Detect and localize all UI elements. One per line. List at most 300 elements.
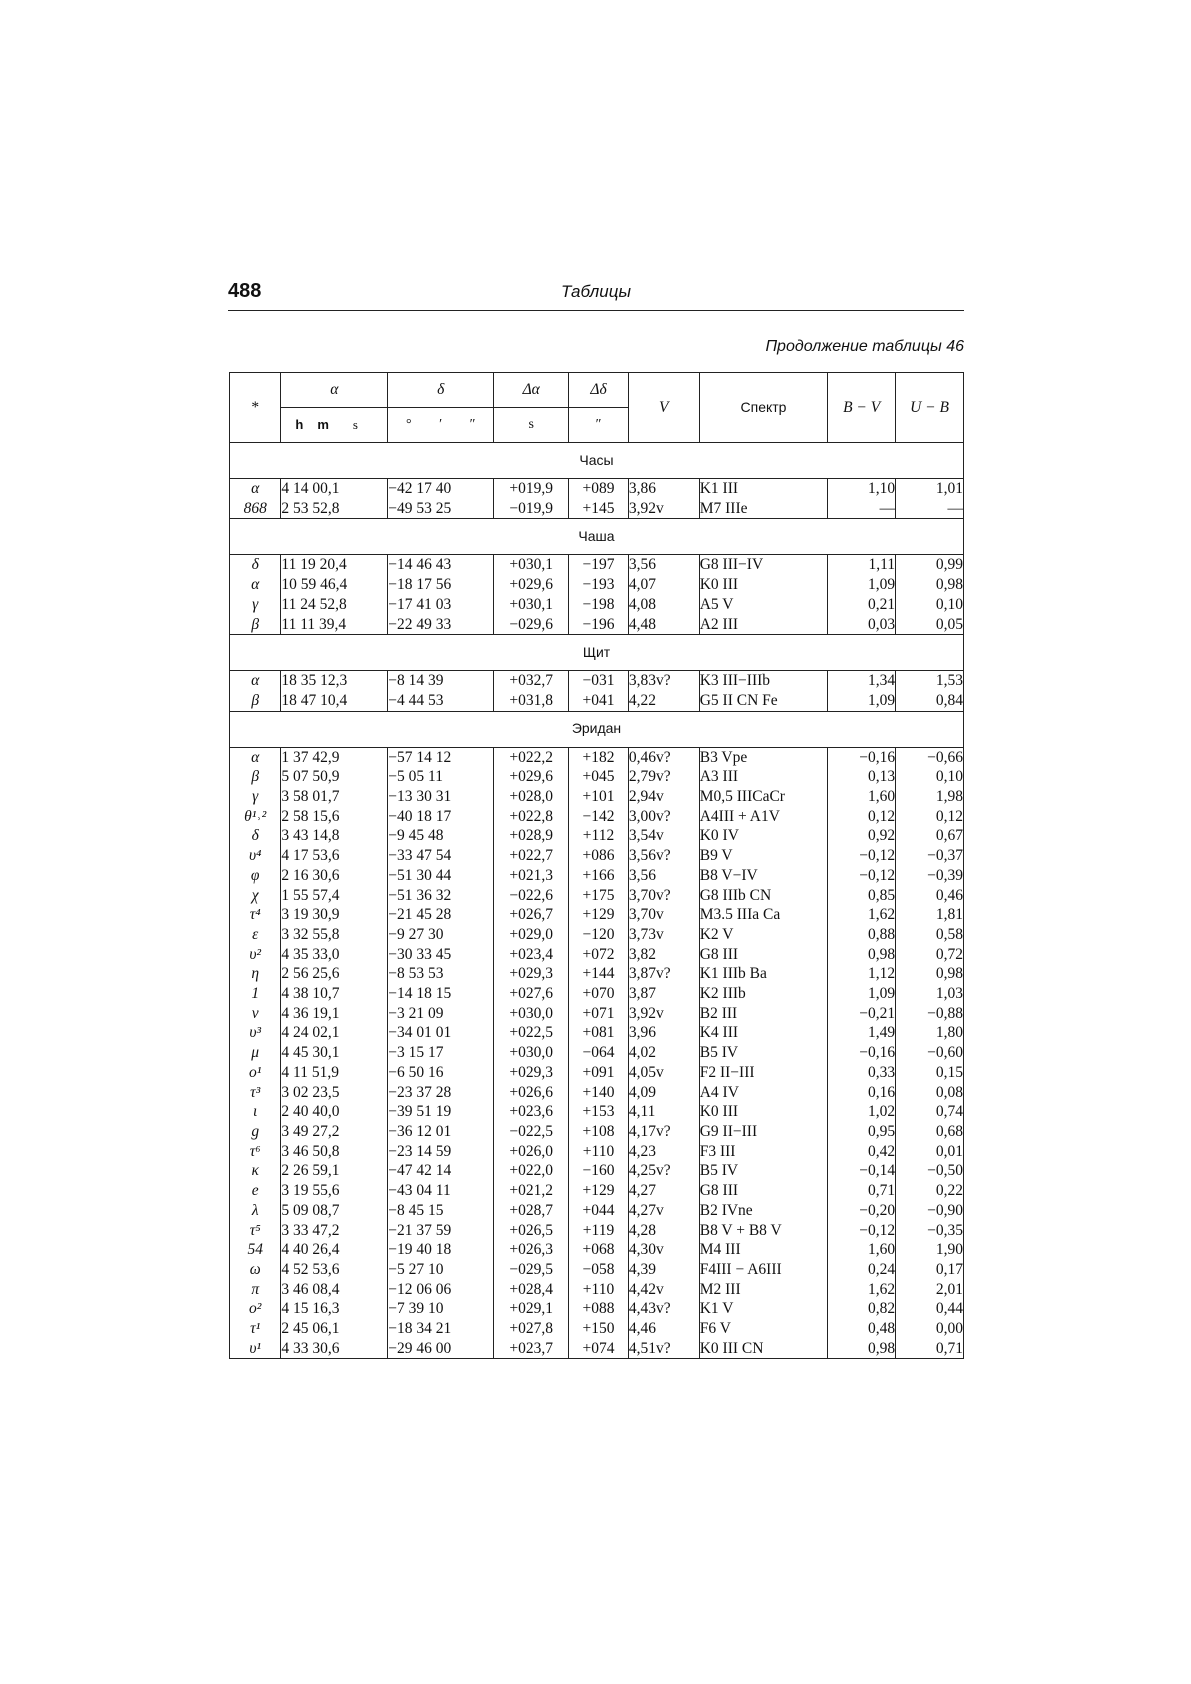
d-alpha-value: +022,5 <box>494 1023 569 1043</box>
unit-s: s <box>352 417 358 433</box>
d-delta-value: −197 <box>569 555 629 575</box>
u-b-index: 1,80 <box>896 1023 964 1043</box>
u-b-index: 0,17 <box>896 1260 964 1280</box>
table-row <box>230 1299 964 1319</box>
star-designation: υ¹ <box>230 1339 281 1359</box>
d-delta-value: +150 <box>569 1319 629 1339</box>
star-designation: τ⁴ <box>230 905 281 925</box>
spectral-type: K1 III <box>699 479 828 499</box>
right-ascension: 2 26 59,1 <box>281 1161 388 1181</box>
table-row <box>230 866 964 886</box>
d-alpha-value: +021,2 <box>494 1181 569 1201</box>
star-designation: η <box>230 964 281 984</box>
spectral-type: B2 IVne <box>699 1201 828 1221</box>
star-designation: g <box>230 1122 281 1142</box>
table-row <box>230 1023 964 1043</box>
u-b-index: −0,60 <box>896 1043 964 1063</box>
table-row <box>230 945 964 965</box>
u-b-index: −0,37 <box>896 846 964 866</box>
b-v-index: 1,10 <box>828 479 896 499</box>
right-ascension: 2 53 52,8 <box>281 499 388 519</box>
declination: −21 37 59 <box>388 1221 494 1241</box>
right-ascension: 4 11 51,9 <box>281 1063 388 1083</box>
d-delta-value: +081 <box>569 1023 629 1043</box>
d-delta-value: +071 <box>569 1004 629 1024</box>
b-v-index: 1,60 <box>828 1240 896 1260</box>
d-delta-value: −193 <box>569 575 629 595</box>
star-designation: γ <box>230 595 281 615</box>
d-alpha-value: +029,3 <box>494 1063 569 1083</box>
d-alpha-value: +029,6 <box>494 575 569 595</box>
magnitude: 4,46 <box>628 1319 699 1339</box>
d-delta-value: +072 <box>569 945 629 965</box>
magnitude: 3,87 <box>628 984 699 1004</box>
star-designation: ε <box>230 925 281 945</box>
b-v-index: −0,16 <box>828 1043 896 1063</box>
d-alpha-value: +030,1 <box>494 555 569 575</box>
table-row <box>230 984 964 1004</box>
b-v-index: 0,98 <box>828 1339 896 1359</box>
table-row <box>230 555 964 575</box>
star-designation: α <box>230 747 281 767</box>
d-delta-value: +088 <box>569 1299 629 1319</box>
star-designation: υ⁴ <box>230 846 281 866</box>
table-row <box>230 691 964 711</box>
right-ascension: 4 36 19,1 <box>281 1004 388 1024</box>
magnitude: 4,09 <box>628 1083 699 1103</box>
d-delta-value: +101 <box>569 787 629 807</box>
magnitude: 3,00v? <box>628 807 699 827</box>
table-row <box>230 1339 964 1359</box>
star-designation: e <box>230 1181 281 1201</box>
u-b-index: −0,39 <box>896 866 964 886</box>
star-designation: δ <box>230 826 281 846</box>
declination: −5 05 11 <box>388 767 494 787</box>
b-v-index: 0,95 <box>828 1122 896 1142</box>
right-ascension: 3 02 23,5 <box>281 1083 388 1103</box>
right-ascension: 4 38 10,7 <box>281 984 388 1004</box>
col-star: * <box>230 373 281 443</box>
d-delta-value: −196 <box>569 615 629 635</box>
spectral-type: G8 III <box>699 1181 828 1201</box>
declination: −29 46 00 <box>388 1339 494 1359</box>
u-b-index: 2,01 <box>896 1280 964 1300</box>
star-designation: π <box>230 1280 281 1300</box>
running-title: Таблицы <box>561 282 631 301</box>
b-v-index: 0,21 <box>828 595 896 615</box>
b-v-index: −0,14 <box>828 1161 896 1181</box>
u-b-index: 0,01 <box>896 1142 964 1162</box>
magnitude: 2,79v? <box>628 767 699 787</box>
right-ascension: 3 46 08,4 <box>281 1280 388 1300</box>
right-ascension: 2 58 15,6 <box>281 807 388 827</box>
table-row <box>230 1319 964 1339</box>
table-row <box>230 1221 964 1241</box>
b-v-index: 1,60 <box>828 787 896 807</box>
unit-h: h <box>295 417 304 433</box>
d-alpha-value: +029,0 <box>494 925 569 945</box>
d-alpha-value: +028,7 <box>494 1201 569 1221</box>
table-row <box>230 595 964 615</box>
d-alpha-value: −029,5 <box>494 1260 569 1280</box>
table-row <box>230 1083 964 1103</box>
u-b-index: 0,71 <box>896 1339 964 1359</box>
magnitude: 0,46v? <box>628 747 699 767</box>
table-row <box>230 787 964 807</box>
unit-m: m <box>317 417 329 433</box>
star-designation: 1 <box>230 984 281 1004</box>
table-row <box>230 1043 964 1063</box>
star-designation: χ <box>230 886 281 906</box>
u-b-index: 0,99 <box>896 555 964 575</box>
spectral-type: A5 V <box>699 595 828 615</box>
magnitude: 4,51v? <box>628 1339 699 1359</box>
u-b-index: 1,01 <box>896 479 964 499</box>
spectral-type: B5 IV <box>699 1161 828 1181</box>
right-ascension: 3 32 55,8 <box>281 925 388 945</box>
constellation-name: Часы <box>230 443 964 479</box>
u-b-index: −0,90 <box>896 1201 964 1221</box>
declination: −18 34 21 <box>388 1319 494 1339</box>
d-alpha-value: +029,6 <box>494 767 569 787</box>
table-row <box>230 615 964 635</box>
star-designation: ω <box>230 1260 281 1280</box>
spectral-type: G8 III <box>699 945 828 965</box>
table-row <box>230 1201 964 1221</box>
u-b-index: −0,35 <box>896 1221 964 1241</box>
spectral-type: K2 IIIb <box>699 984 828 1004</box>
table-row <box>230 575 964 595</box>
declination: −23 14 59 <box>388 1142 494 1162</box>
d-alpha-value: +026,5 <box>494 1221 569 1241</box>
star-designation: 54 <box>230 1240 281 1260</box>
magnitude: 4,48 <box>628 615 699 635</box>
u-b-index: 0,00 <box>896 1319 964 1339</box>
u-b-index: 0,68 <box>896 1122 964 1142</box>
right-ascension: 4 40 26,4 <box>281 1240 388 1260</box>
col-delta: δ <box>388 373 494 408</box>
right-ascension: 4 14 00,1 <box>281 479 388 499</box>
right-ascension: 5 09 08,7 <box>281 1201 388 1221</box>
u-b-index: 1,98 <box>896 787 964 807</box>
spectral-type: K1 IIIb Ba <box>699 964 828 984</box>
star-designation: ν <box>230 1004 281 1024</box>
d-delta-value: +145 <box>569 499 629 519</box>
b-v-index: 1,02 <box>828 1102 896 1122</box>
magnitude: 3,96 <box>628 1023 699 1043</box>
b-v-index: 0,92 <box>828 826 896 846</box>
b-v-index: 1,12 <box>828 964 896 984</box>
spectral-type: M4 III <box>699 1240 828 1260</box>
right-ascension: 3 58 01,7 <box>281 787 388 807</box>
d-delta-value: +175 <box>569 886 629 906</box>
right-ascension: 3 49 27,2 <box>281 1122 388 1142</box>
d-alpha-value: +028,4 <box>494 1280 569 1300</box>
spectral-type: B8 V−IV <box>699 866 828 886</box>
d-delta-value: +110 <box>569 1142 629 1162</box>
col-d-delta: Δδ <box>569 373 629 408</box>
magnitude: 3,92v <box>628 1004 699 1024</box>
declination: −17 41 03 <box>388 595 494 615</box>
magnitude: 3,82 <box>628 945 699 965</box>
right-ascension: 18 47 10,4 <box>281 691 388 711</box>
declination: −3 21 09 <box>388 1004 494 1024</box>
right-ascension: 3 33 47,2 <box>281 1221 388 1241</box>
magnitude: 3,56v? <box>628 846 699 866</box>
table-row <box>230 1240 964 1260</box>
table-row <box>230 1063 964 1083</box>
b-v-index: 0,82 <box>828 1299 896 1319</box>
constellation-row <box>230 711 964 747</box>
d-alpha-value: +026,3 <box>494 1240 569 1260</box>
spectral-type: K2 V <box>699 925 828 945</box>
d-alpha-value: +023,7 <box>494 1339 569 1359</box>
table-row <box>230 964 964 984</box>
spectral-type: M2 III <box>699 1280 828 1300</box>
table-row <box>230 846 964 866</box>
magnitude: 4,28 <box>628 1221 699 1241</box>
spectral-type: F6 V <box>699 1319 828 1339</box>
b-v-index: 1,62 <box>828 1280 896 1300</box>
spectral-type: K4 III <box>699 1023 828 1043</box>
magnitude: 4,42v <box>628 1280 699 1300</box>
constellation-name: Эридан <box>230 711 964 747</box>
magnitude: 4,43v? <box>628 1299 699 1319</box>
u-b-index: 0,58 <box>896 925 964 945</box>
col-d-alpha: Δα <box>494 373 569 408</box>
spectral-type: A4III + A1V <box>699 807 828 827</box>
d-alpha-value: +029,3 <box>494 964 569 984</box>
declination: −47 42 14 <box>388 1161 494 1181</box>
b-v-index: −0,20 <box>828 1201 896 1221</box>
star-designation: β <box>230 767 281 787</box>
declination: −14 18 15 <box>388 984 494 1004</box>
u-b-index: −0,66 <box>896 747 964 767</box>
star-designation: υ² <box>230 945 281 965</box>
d-alpha-value: +028,0 <box>494 787 569 807</box>
b-v-index: 1,34 <box>828 671 896 691</box>
u-b-index: 0,05 <box>896 615 964 635</box>
b-v-index: 0,48 <box>828 1319 896 1339</box>
star-designation: δ <box>230 555 281 575</box>
u-b-index: 1,53 <box>896 671 964 691</box>
d-alpha-value: +030,1 <box>494 595 569 615</box>
d-alpha-value: +022,7 <box>494 846 569 866</box>
d-delta-value: +041 <box>569 691 629 711</box>
right-ascension: 3 19 30,9 <box>281 905 388 925</box>
b-v-index: 1,09 <box>828 984 896 1004</box>
table-row <box>230 1161 964 1181</box>
b-v-index: −0,12 <box>828 866 896 886</box>
d-delta-value: +153 <box>569 1102 629 1122</box>
star-designation: α <box>230 575 281 595</box>
b-v-index: 0,98 <box>828 945 896 965</box>
declination: −5 27 10 <box>388 1260 494 1280</box>
right-ascension: 2 40 40,0 <box>281 1102 388 1122</box>
declination: −14 46 43 <box>388 555 494 575</box>
right-ascension: 4 35 33,0 <box>281 945 388 965</box>
d-alpha-value: −022,6 <box>494 886 569 906</box>
magnitude: 4,39 <box>628 1260 699 1280</box>
table-row <box>230 1142 964 1162</box>
u-b-index: 0,67 <box>896 826 964 846</box>
u-b-index: 0,72 <box>896 945 964 965</box>
d-alpha-value: −019,9 <box>494 499 569 519</box>
star-designation: θ¹˒² <box>230 807 281 827</box>
declination: −4 44 53 <box>388 691 494 711</box>
col-b-v: B − V <box>828 373 896 443</box>
col-alpha: α <box>281 373 388 408</box>
d-delta-value: −120 <box>569 925 629 945</box>
star-catalog-table <box>229 372 964 1359</box>
u-b-index: 1,03 <box>896 984 964 1004</box>
star-designation: λ <box>230 1201 281 1221</box>
star-designation: τ³ <box>230 1083 281 1103</box>
spectral-type: M0,5 IIICaCr <box>699 787 828 807</box>
declination: −7 39 10 <box>388 1299 494 1319</box>
constellation-name: Чаша <box>230 519 964 555</box>
d-delta-unit: ″ <box>569 408 629 443</box>
declination: −49 53 25 <box>388 499 494 519</box>
b-v-index: −0,16 <box>828 747 896 767</box>
page-number: 488 <box>228 280 262 302</box>
spectral-type: B8 V + B8 V <box>699 1221 828 1241</box>
d-delta-value: −064 <box>569 1043 629 1063</box>
d-alpha-value: −029,6 <box>494 615 569 635</box>
declination: −9 27 30 <box>388 925 494 945</box>
d-delta-value: +119 <box>569 1221 629 1241</box>
d-alpha-value: +022,2 <box>494 747 569 767</box>
d-alpha-value: −022,5 <box>494 1122 569 1142</box>
b-v-index: 0,71 <box>828 1181 896 1201</box>
declination: −39 51 19 <box>388 1102 494 1122</box>
spectral-type: G5 II CN Fe <box>699 691 828 711</box>
magnitude: 4,27 <box>628 1181 699 1201</box>
d-delta-value: +089 <box>569 479 629 499</box>
spectral-type: F3 III <box>699 1142 828 1162</box>
b-v-index: 0,16 <box>828 1083 896 1103</box>
star-designation: 868 <box>230 499 281 519</box>
u-b-index: 0,46 <box>896 886 964 906</box>
d-delta-value: −198 <box>569 595 629 615</box>
u-b-index: 0,74 <box>896 1102 964 1122</box>
magnitude: 3,70v <box>628 905 699 925</box>
d-delta-value: +108 <box>569 1122 629 1142</box>
declination: −9 45 48 <box>388 826 494 846</box>
d-alpha-value: +030,0 <box>494 1004 569 1024</box>
table-row <box>230 747 964 767</box>
u-b-index: 0,98 <box>896 575 964 595</box>
declination: −30 33 45 <box>388 945 494 965</box>
d-alpha-value: +029,1 <box>494 1299 569 1319</box>
declination: −33 47 54 <box>388 846 494 866</box>
declination: −6 50 16 <box>388 1063 494 1083</box>
right-ascension: 4 24 02,1 <box>281 1023 388 1043</box>
d-delta-value: +086 <box>569 846 629 866</box>
d-alpha-value: +026,7 <box>494 905 569 925</box>
magnitude: 4,17v? <box>628 1122 699 1142</box>
declination: −51 30 44 <box>388 866 494 886</box>
right-ascension: 2 45 06,1 <box>281 1319 388 1339</box>
d-delta-value: +070 <box>569 984 629 1004</box>
right-ascension: 2 56 25,6 <box>281 964 388 984</box>
spectral-type: G8 III−IV <box>699 555 828 575</box>
star-designation: κ <box>230 1161 281 1181</box>
star-designation: ο² <box>230 1299 281 1319</box>
table-row <box>230 1181 964 1201</box>
star-designation: τ¹ <box>230 1319 281 1339</box>
running-head <box>228 280 964 311</box>
d-alpha-value: +028,9 <box>494 826 569 846</box>
constellation-row <box>230 443 964 479</box>
star-designation: τ⁶ <box>230 1142 281 1162</box>
declination: −3 15 17 <box>388 1043 494 1063</box>
constellation-name: Щит <box>230 635 964 671</box>
spectral-type: K0 III <box>699 575 828 595</box>
b-v-index: 1,62 <box>828 905 896 925</box>
magnitude: 4,30v <box>628 1240 699 1260</box>
declination: −13 30 31 <box>388 787 494 807</box>
spectral-type: G8 IIIb CN <box>699 886 828 906</box>
d-alpha-value: +021,3 <box>494 866 569 886</box>
magnitude: 4,07 <box>628 575 699 595</box>
b-v-index: 1,09 <box>828 691 896 711</box>
b-v-index: −0,21 <box>828 1004 896 1024</box>
unit-deg: ° <box>406 417 412 433</box>
right-ascension: 2 16 30,6 <box>281 866 388 886</box>
d-alpha-value: +027,6 <box>494 984 569 1004</box>
spectral-type: B9 V <box>699 846 828 866</box>
spectral-type: K1 V <box>699 1299 828 1319</box>
magnitude: 3,70v? <box>628 886 699 906</box>
b-v-index: 0,33 <box>828 1063 896 1083</box>
u-b-index: 0,22 <box>896 1181 964 1201</box>
table-row <box>230 925 964 945</box>
right-ascension: 5 07 50,9 <box>281 767 388 787</box>
d-delta-value: +074 <box>569 1339 629 1359</box>
d-alpha-value: +032,7 <box>494 671 569 691</box>
right-ascension: 18 35 12,3 <box>281 671 388 691</box>
d-delta-value: +110 <box>569 1280 629 1300</box>
u-b-index: 0,10 <box>896 595 964 615</box>
spectral-type: B5 IV <box>699 1043 828 1063</box>
table-row <box>230 1122 964 1142</box>
constellation-row <box>230 635 964 671</box>
table-row <box>230 499 964 519</box>
u-b-index: −0,88 <box>896 1004 964 1024</box>
spectral-type: K3 III−IIIb <box>699 671 828 691</box>
magnitude: 3,86 <box>628 479 699 499</box>
declination: −57 14 12 <box>388 747 494 767</box>
table-row <box>230 1280 964 1300</box>
declination: −19 40 18 <box>388 1240 494 1260</box>
star-designation: ι <box>230 1102 281 1122</box>
d-delta-value: −058 <box>569 1260 629 1280</box>
magnitude: 4,02 <box>628 1043 699 1063</box>
declination: −42 17 40 <box>388 479 494 499</box>
u-b-index: −0,50 <box>896 1161 964 1181</box>
u-b-index: 0,10 <box>896 767 964 787</box>
right-ascension: 1 55 57,4 <box>281 886 388 906</box>
right-ascension: 4 45 30,1 <box>281 1043 388 1063</box>
right-ascension: 4 17 53,6 <box>281 846 388 866</box>
d-alpha-value: +030,0 <box>494 1043 569 1063</box>
declination: −18 17 56 <box>388 575 494 595</box>
magnitude: 3,92v <box>628 499 699 519</box>
b-v-index: 1,11 <box>828 555 896 575</box>
d-delta-value: +068 <box>569 1240 629 1260</box>
d-alpha-value: +022,8 <box>494 807 569 827</box>
